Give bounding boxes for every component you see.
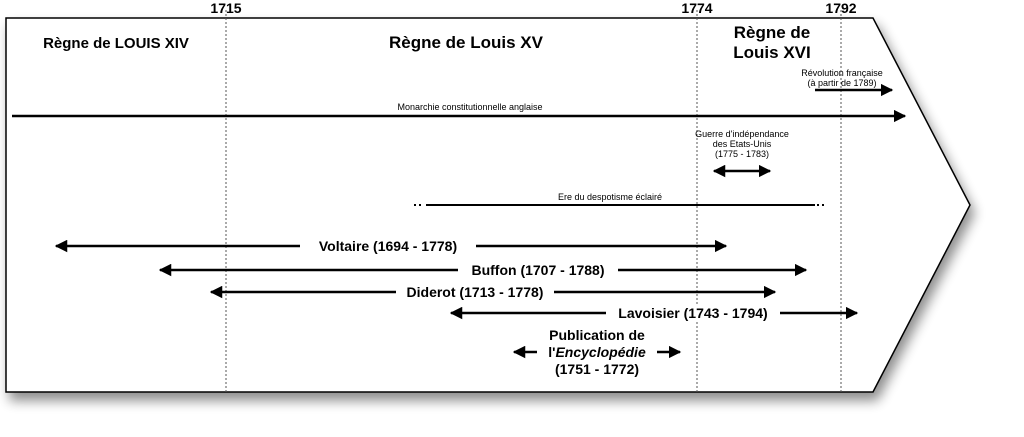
guerre-label-line2: des Etats-Unis [712, 139, 772, 149]
encyclopedie-prefix: l' [548, 344, 556, 360]
year-1715-label: 1715 [210, 0, 242, 16]
year-1792-label: 1792 [825, 0, 857, 16]
encyclopedie-label-line1: Publication de [549, 327, 645, 343]
reign-louis16-label-line2: Louis XVI [733, 43, 811, 62]
year-1774-label: 1774 [681, 0, 713, 16]
voltaire-label: Voltaire (1694 - 1778) [300, 238, 476, 254]
guerre-label-line3: (1775 - 1783) [714, 149, 770, 159]
buffon-label: Buffon (1707 - 1788) [458, 262, 618, 278]
reign-louis14-label: Règne de LOUIS XIV [43, 35, 189, 52]
encyclopedie-label-line2 [537, 344, 657, 361]
diderot-label: Diderot (1713 - 1778) [396, 284, 554, 300]
reign-louis15-label: Règne de Louis XV [389, 33, 543, 52]
encyclopedie-title: Encyclopédie [555, 344, 646, 360]
revolution-label-line1: Révolution française [801, 68, 883, 78]
lavoisier-label: Lavoisier (1743 - 1794) [606, 305, 780, 321]
reign-louis16-label-line1: Règne de [733, 23, 811, 42]
monarchie-label: Monarchie constitutionnelle anglaise [397, 102, 543, 112]
encyclopedie-label-line3: (1751 - 1772) [554, 361, 640, 377]
despotisme-label: Ere du despotisme éclairé [557, 192, 663, 202]
revolution-label-line2: (à partir de 1789) [807, 78, 877, 88]
guerre-label-line1: Guerre d'indépendance [695, 129, 789, 139]
